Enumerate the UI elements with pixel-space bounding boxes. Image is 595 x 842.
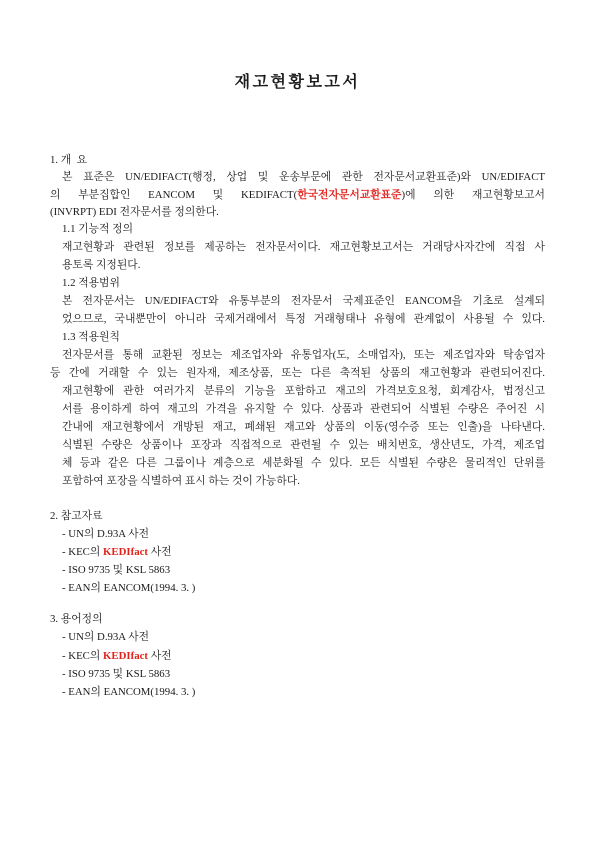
definition-item-before: - KEC의 [62,650,104,662]
document-title: 재고현황보고서 [234,74,361,91]
intro-line-2 [50,187,545,203]
functional-definition-line-2: 용토록 지정된다. [62,259,141,271]
reference-item: - ISO 9735 및 KSL 5863 [62,564,171,576]
principles-line-6: 식별된 수량은 상품이나 포장과 직접적으로 관련될 수 있는 배치번호, 생산년도, 가격, 제조업 [62,439,545,451]
principles-line-5: 간내에 재고현황에서 개방된 재고, 폐쇄된 재고와 상품의 이동(영수증 또는 인출)을 나타낸다. [62,421,545,433]
subsection-heading-functional-definition: 1.1 기능적 정의 [62,223,134,235]
definition-item: - EAN의 EANCOM(1994. 3. ) [62,686,196,698]
reference-item [62,544,545,560]
intro-line-2-before: 의 부분집합인 EANCOM 및 KEDIFACT( [50,189,298,201]
highlighted-term: KEDIfact [103,546,149,558]
section-heading-references: 2. 참고자료 [50,510,103,522]
section-heading-definitions: 3. 용어정의 [50,613,103,625]
definition-item: - UN의 D.93A 사전 [62,631,150,643]
subsection-heading-principles: 1.3 적용원칙 [62,331,120,343]
highlighted-term: KEDIfact [103,650,149,662]
principles-line-8: 포함하여 포장을 식별하여 표시 하는 것이 가능하다. [62,475,300,487]
intro-line-2-after: )에 의한 재고현황보고서 [401,189,545,201]
principles-line-3: 재고현황에 관한 여러가지 분류의 기능을 포함하고 재고의 가격보호요청, 회계감사, 법정신고 [62,385,545,397]
highlighted-term: 한국전자문서교환표준 [297,189,402,201]
principles-line-4: 서를 용이하게 하여 재고의 가격을 유지할 수 있다. 상품과 관련되어 식별된 수량은 주어진 시 [62,403,545,415]
section-heading-overview: 1. 개 요 [50,154,88,166]
subsection-heading-scope: 1.2 적용범위 [62,277,120,289]
principles-line-1: 전자문서를 통해 교환된 정보는 제조업자와 유통업자(도, 소매업자), 또는 제조업자와 탁송업자 [62,349,545,361]
principles-line-7: 체 등과 같은 다른 그룹이나 계층으로 세분화될 수 있다. 모든 식별된 수량은 물리적인 단위를 [62,457,545,469]
reference-item-after: 사전 [148,546,172,558]
principles-line-2: 등 간에 거래할 수 있는 원자재, 제조상품, 또는 다른 축적된 상품의 재고현황과 관련되어진다. [50,367,545,379]
definition-item-after: 사전 [148,650,172,662]
definition-item [62,648,545,664]
reference-item: - UN의 D.93A 사전 [62,528,150,540]
functional-definition-line-1: 재고현황과 관련된 정보를 제공하는 전자문서이다. 재고현황보고서는 거래당사자간에 직접 사 [62,241,545,253]
scope-line-1: 본 전자문서는 UN/EDIFACT와 유통부분의 전자문서 국제표준인 EANCOM을 기초로 설계되 [62,295,545,307]
intro-line-3: (INVRPT) EDI 전자문서를 정의한다. [50,206,219,218]
definition-item: - ISO 9735 및 KSL 5863 [62,668,171,680]
reference-item-before: - KEC의 [62,546,104,558]
intro-line-1: 본 표준은 UN/EDIFACT(행정, 상업 및 운송부문에 관한 전자문서교환표준)와 UN/EDIFACT [62,171,545,183]
reference-item: - EAN의 EANCOM(1994. 3. ) [62,582,196,594]
scope-line-2: 었으므로, 국내뿐만이 아니라 국제거래에서 특정 거래형태나 유형에 관계없이 사용될 수 있다. [62,313,545,325]
